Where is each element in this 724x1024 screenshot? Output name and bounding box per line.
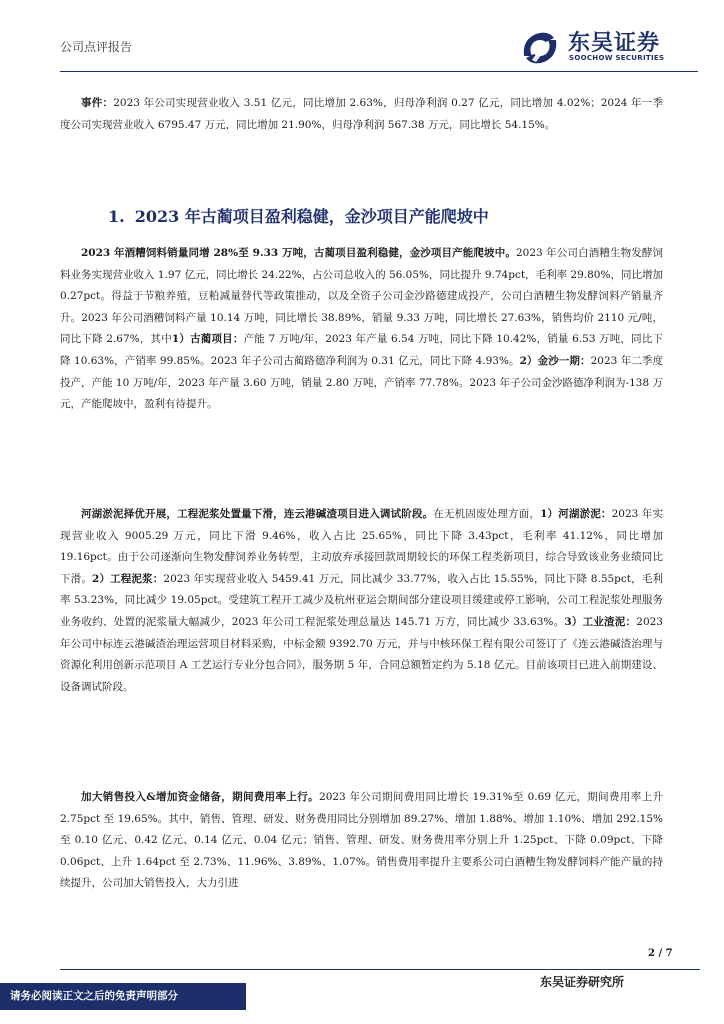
- body-paragraph-1: [60, 243, 663, 416]
- para1-lead: 2023 年酒糟饲料销量同增 28%至 9.33 万吨，古蔺项目盈利稳健，金沙项目产能爬坡中。: [81, 247, 516, 259]
- document-type-label: 公司点评报告: [60, 40, 133, 54]
- para2-sub-river: 1）河湖淤泥：: [540, 508, 612, 520]
- para1-sub-jinsha: 2）金沙一期：: [519, 354, 591, 367]
- section-title: 2023 年古蔺项目盈利稳健，金沙项目产能爬坡中: [134, 207, 489, 226]
- body-paragraph-2: [60, 504, 663, 698]
- event-text: 2023 年公司实现营业收入 3.51 亿元，同比增加 2.63%，归母净利润 0.27 亿元，同比增加 4.02%；2024 年一季度公司实现营业收入 6795.47 万元，同比增加 21.90%，归母净利润 567.38 万元，同比增长 54.15%。: [60, 97, 663, 131]
- footer-divider: [60, 969, 700, 970]
- para3-text-1: 2023 年公司期间费用同比增长 19.31%至 0.69 亿元，期间费用率上升 2.75pct 至 19.65%。其中，销售、管理、研发、财务费用同比分别增加 89.27%、增加 1.88%、增加 1.10%、增加 292.15%至 0.10 亿元、0.42 亿元、0.14 亿元、0.04 亿元；销售、管理、研发、财务费用率分别上升 1.25pct、下降 0.09pct、下降 0.06pct、上升 1.64pct 至 2.73%、11.96%、3.89%、1.07%。销售费用率提升主要系公司白酒糟生物发酵饲料产能产量的持续提升，公司加大销售投入，大力引进: [60, 791, 663, 890]
- section-number: 1.: [108, 207, 125, 226]
- logo-english-name: SOOCHOW SECURITIES: [569, 54, 665, 62]
- para2-text-3: 2023 年实现营业收入 5459.41 万元，同比减少 33.77%，收入占比 15.55%，同比下降 8.55pct，毛利率 53.23%，同比减少 19.05pct。受建筑工程开工减少及杭州亚运会期间部分建设项目缓建或停工影响，公司工程泥浆处理服务业务收约、处置的泥浆量大幅减少，2023 年公司工程泥浆处理总量达 145.71 万方，同比减少 33.63%。: [60, 572, 663, 628]
- para1-sub-gulin: 1）古蔺项目：: [171, 333, 244, 346]
- para1-text-3: 2023 年二季度投产，产能 10 万吨/年，2023 年产量 3.60 万吨，销量 2.80 万吨，产销率 77.78%。2023 年子公司金沙路德净利润为-138 万元，产能爬坡中，盈利有待提升。: [60, 354, 664, 411]
- para3-lead: 加大销售投入&增加资金储备，期间费用率上行。: [81, 791, 320, 803]
- para2-text-2: 2023 年实现营业收入 9005.29 万元，同比下滑 9.46%，收入占比 25.65%，同比下降 3.43pct，毛利率 41.12%，同比增加 19.16pct。由于公司逐渐向生物发酵饲养业务转型，主动放弃承接回款周期较长的环保工程类新项目，综合导致该业务业绩同比下滑。: [60, 508, 664, 585]
- logo-mark-icon: [518, 26, 562, 70]
- para2-lead: 河湖淤泥择优开展，工程泥浆处置量下滑，连云港碱渣项目进入调试阶段。: [81, 508, 434, 520]
- page-number: 2 / 7: [648, 948, 673, 959]
- para2-text-4: 2023 年公司中标连云港碱渣治理运营项目材料采购，中标金额 9392.70 万元，并与中核环保工程有限公司签订了《连云港碱渣治理与资源化利用创新示范项目 A 工艺运行专业分包合同》，服务期 5 年，合同总额暂定约为 5.18 亿元。目前该项目已进入前期建设、设备调试阶段。: [60, 615, 663, 693]
- body-paragraph-3: [60, 787, 663, 895]
- disclaimer-banner: 请务必阅读正文之后的免责声明部分: [0, 983, 246, 1010]
- header-divider: [60, 71, 698, 72]
- para2-sub-mud: 2）工程泥浆：: [91, 572, 164, 585]
- para2-sub-industrial: 3）工业渣泥：: [564, 615, 637, 628]
- event-lead: 事件：: [81, 97, 114, 109]
- para1-text-1: 2023 年公司白酒糟生物发酵饲料业务实现营业收入 1.97 亿元，同比增长 24.22%，占公司总收入的 56.05%，同比提升 9.74pct，毛利率 29.80%，同比增加 0.27pct。得益于节粮养殖，豆粕减量替代等政策推动，以及全资子公司金沙路德建成投产，公司白酒糟生物发酵饲料产销量齐升。2023 年公司酒糟饲料产量 10.14 万吨，同比增长 38.89%，销量 9.33 万吨，同比增长 27.63%，销售均价 2110 元/吨，同比下降 2.67%，其中: [60, 247, 663, 346]
- section-heading: [108, 204, 489, 227]
- event-paragraph: [60, 93, 663, 136]
- logo-chinese-name: 东吴证券: [568, 31, 661, 56]
- para2-text-1: 在无机固废处理方面，: [433, 508, 541, 520]
- company-logo: [518, 26, 698, 70]
- footer-organization: 东吴证券研究所: [540, 975, 625, 989]
- para1-text-2: 产能 7 万吨/年，2023 年产量 6.54 万吨，同比下降 10.42%，销量 6.53 万吨，同比下降 10.63%，产销率 99.85%。2023 年子公司古蔺路德净利润为 0.31 亿元，同比下降 4.93%。: [60, 333, 664, 367]
